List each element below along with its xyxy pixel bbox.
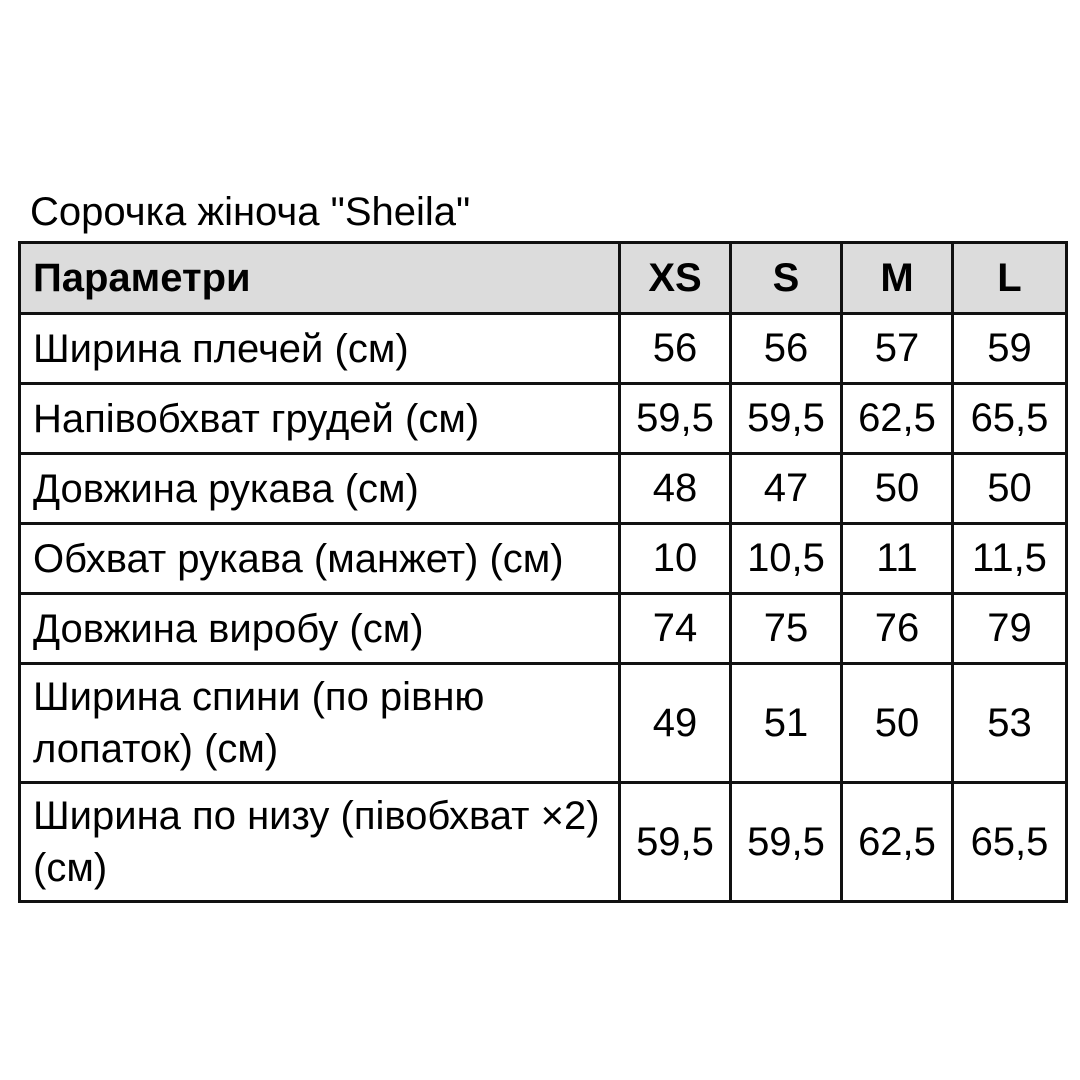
header-size-s: S (731, 243, 842, 314)
row-label: Ширина по низу (півобхват ×2) (см) (20, 783, 620, 902)
cell-value-xs: 10 (620, 524, 731, 594)
row-label: Довжина рукава (см) (20, 454, 620, 524)
table-row (20, 664, 1067, 783)
row-label: Довжина виробу (см) (20, 594, 620, 664)
table-row (20, 783, 1067, 902)
cell-value-xs: 49 (620, 664, 731, 783)
cell-value-s: 47 (731, 454, 842, 524)
cell-value-xs: 59,5 (620, 783, 731, 902)
row-label: Напівобхват грудей (см) (20, 384, 620, 454)
cell-value-l: 11,5 (953, 524, 1067, 594)
table-header-row (20, 243, 1067, 314)
row-label: Ширина спини (по рівню лопаток) (см) (20, 664, 620, 783)
cell-value-m: 50 (842, 664, 953, 783)
row-label: Ширина плечей (см) (20, 314, 620, 384)
table-row (20, 524, 1067, 594)
header-size-l: L (953, 243, 1067, 314)
cell-value-m: 50 (842, 454, 953, 524)
cell-value-s: 59,5 (731, 783, 842, 902)
cell-value-l: 65,5 (953, 384, 1067, 454)
cell-value-l: 50 (953, 454, 1067, 524)
cell-value-l: 59 (953, 314, 1067, 384)
table-row (20, 384, 1067, 454)
cell-value-l: 79 (953, 594, 1067, 664)
row-label: Обхват рукава (манжет) (см) (20, 524, 620, 594)
size-chart-table (18, 241, 1068, 903)
cell-value-m: 57 (842, 314, 953, 384)
table-row (20, 594, 1067, 664)
cell-value-s: 10,5 (731, 524, 842, 594)
cell-value-s: 59,5 (731, 384, 842, 454)
header-size-xs: XS (620, 243, 731, 314)
table-row (20, 314, 1067, 384)
header-parameters: Параметри (20, 243, 620, 314)
cell-value-l: 65,5 (953, 783, 1067, 902)
cell-value-m: 11 (842, 524, 953, 594)
header-size-m: M (842, 243, 953, 314)
cell-value-xs: 56 (620, 314, 731, 384)
cell-value-s: 51 (731, 664, 842, 783)
cell-value-m: 62,5 (842, 783, 953, 902)
table-row (20, 454, 1067, 524)
cell-value-m: 62,5 (842, 384, 953, 454)
cell-value-m: 76 (842, 594, 953, 664)
page-title: Сорочка жіноча "Sheila" (30, 190, 471, 234)
cell-value-xs: 48 (620, 454, 731, 524)
cell-value-xs: 59,5 (620, 384, 731, 454)
cell-value-xs: 74 (620, 594, 731, 664)
cell-value-l: 53 (953, 664, 1067, 783)
cell-value-s: 56 (731, 314, 842, 384)
cell-value-s: 75 (731, 594, 842, 664)
